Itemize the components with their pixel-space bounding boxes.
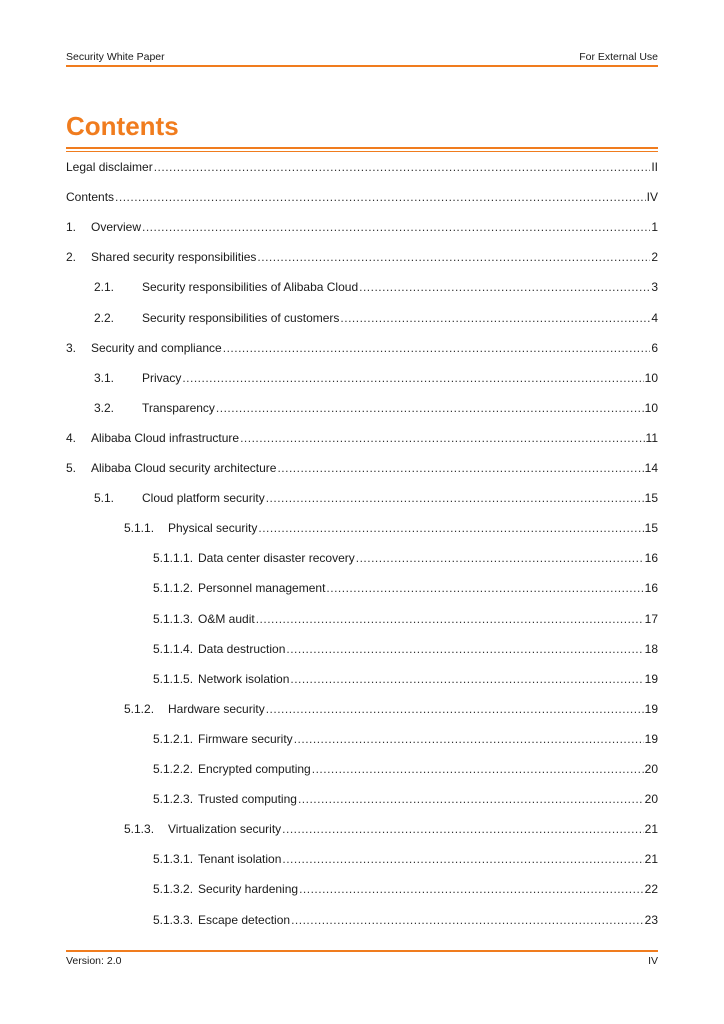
toc-entry[interactable] (66, 821, 658, 837)
toc-entry[interactable] (66, 550, 658, 566)
header-rule (66, 65, 658, 67)
toc-entry[interactable] (66, 611, 658, 627)
toc-entry[interactable] (66, 881, 658, 897)
toc-leader-dots (256, 611, 644, 627)
toc-entry[interactable] (66, 912, 658, 928)
header-doc-title: Security White Paper (66, 51, 165, 63)
title-rule-thick (66, 147, 658, 149)
toc-entry[interactable] (66, 159, 658, 175)
toc-entry-number: 2.1. (94, 280, 115, 295)
title-rule-thin (66, 151, 658, 152)
toc-entry-number: 5.1.3.2. (153, 882, 194, 897)
toc-entry-page: 15 (644, 521, 658, 536)
toc-entry[interactable] (66, 460, 658, 476)
toc-entry[interactable] (66, 189, 658, 205)
toc-entry-number: 5.1.2.2. (153, 762, 194, 776)
toc-entry[interactable] (66, 641, 658, 657)
toc-entry-page: 17 (644, 611, 658, 626)
toc-entry-number: 5.1.2.3. (153, 792, 194, 807)
toc-entry-number: 5.1.1.1. (153, 551, 194, 566)
toc-entry[interactable] (66, 701, 658, 717)
toc-leader-dots (290, 671, 643, 687)
toc-entry-number: 5.1.1.2. (153, 581, 194, 596)
toc-entry-label: Network isolation (198, 671, 290, 686)
toc-entry-label: Transparency (142, 400, 215, 415)
toc-entry-page: 16 (644, 551, 658, 566)
toc-entry-page: 1 (651, 220, 658, 235)
toc-entry-label: Tenant isolation (198, 852, 282, 867)
footer-version: Version: 2.0 (66, 955, 122, 967)
toc-entry-page: 4 (651, 310, 658, 325)
toc-leader-dots (282, 851, 643, 867)
toc-entry-page: 3 (651, 280, 658, 295)
toc-entry-label: Data center disaster recovery (198, 551, 355, 566)
toc-entry-page: 19 (644, 731, 658, 746)
toc-entry-label: Security hardening (198, 882, 299, 897)
toc-leader-dots (223, 340, 651, 356)
toc-entry-label: Legal disclaimer (66, 160, 153, 174)
toc-entry[interactable] (66, 370, 658, 386)
toc-entry-page: 2 (651, 250, 658, 265)
toc-leader-dots (115, 189, 646, 205)
toc-entry[interactable] (66, 279, 658, 295)
toc-entry-number: 5.1.1.4. (153, 641, 194, 656)
toc-leader-dots (291, 912, 644, 928)
toc-entry[interactable] (66, 430, 658, 446)
toc-entry[interactable] (66, 580, 658, 596)
toc-entry-page: IV (646, 190, 658, 205)
toc-entry-label: Privacy (142, 370, 182, 385)
toc-entry[interactable] (66, 400, 658, 416)
toc-entry-label: Contents (66, 190, 115, 205)
toc-entry-page: 11 (645, 430, 658, 445)
toc-entry-label: Hardware security (168, 701, 265, 716)
toc-entry-label: Overview (91, 220, 142, 235)
toc-leader-dots (258, 520, 643, 536)
toc-entry[interactable] (66, 219, 658, 235)
toc-leader-dots (277, 460, 643, 476)
toc-leader-dots (257, 249, 650, 265)
toc-entry-page: 18 (644, 641, 658, 656)
toc-entry-page: 10 (644, 400, 658, 415)
toc-entry-page: 15 (644, 491, 658, 506)
toc-entry-number: 3.1. (94, 370, 115, 385)
toc-entry-number: 5.1.3.1. (153, 852, 194, 867)
toc-entry-label: Virtualization security (168, 822, 282, 837)
toc-leader-dots (356, 550, 644, 566)
toc-leader-dots (240, 430, 644, 446)
toc-entry-number: 5.1.3. (124, 822, 155, 837)
toc-entry-label: Personnel management (198, 581, 326, 596)
toc-entry[interactable] (66, 249, 658, 265)
toc-entry[interactable] (66, 671, 658, 687)
toc-entry-label: O&M audit (198, 611, 255, 626)
footer-page-number: IV (648, 955, 658, 967)
toc-entry-label: Cloud platform security (142, 491, 265, 506)
toc-entry-page: 21 (644, 822, 658, 837)
toc-leader-dots (216, 400, 644, 416)
toc-leader-dots (154, 159, 651, 175)
toc-leader-dots (286, 641, 643, 657)
toc-entry-label: Security responsibilities of Alibaba Cloud (142, 280, 359, 295)
toc-leader-dots (142, 219, 650, 235)
toc-entry-label: Shared security responsibilities (91, 250, 257, 265)
toc-entry-label: Alibaba Cloud infrastructure (91, 430, 240, 445)
toc-entry-page: 6 (651, 340, 658, 355)
toc-entry-label: Data destruction (198, 641, 286, 656)
toc-entry-label: Security and compliance (91, 340, 222, 355)
toc-entry[interactable] (66, 340, 658, 356)
toc-leader-dots (312, 761, 644, 777)
toc-entry-label: Encrypted computing (198, 762, 311, 776)
toc-entry-number: 5.1. (94, 491, 115, 506)
toc-entry[interactable] (66, 791, 658, 807)
toc-entry-number: 5.1.1.5. (153, 671, 194, 686)
toc-leader-dots (326, 580, 643, 596)
page-title: Contents (66, 111, 179, 141)
toc-entry[interactable] (66, 851, 658, 867)
toc-entry-number: 2. (66, 250, 77, 265)
header-classification: For External Use (579, 51, 658, 63)
toc-entry-label: Alibaba Cloud security architecture (91, 461, 277, 475)
toc-leader-dots (299, 881, 644, 897)
toc-entry-label: Physical security (168, 521, 258, 536)
toc-entry-page: 22 (644, 882, 658, 897)
toc-entry-number: 5.1.2.1. (153, 731, 194, 746)
toc-entry-label: Firmware security (198, 731, 293, 746)
toc-leader-dots (294, 731, 644, 747)
toc-leader-dots (282, 821, 643, 837)
footer-rule (66, 950, 658, 952)
toc-leader-dots (340, 310, 650, 326)
toc-entry-label: Security responsibilities of customers (142, 310, 340, 325)
toc-entry-page: 19 (644, 701, 658, 716)
toc-entry-page: 20 (644, 762, 658, 776)
toc-entry-page: 10 (644, 370, 658, 385)
toc-entry[interactable] (66, 520, 658, 536)
toc-entry-label: Trusted computing (198, 792, 297, 807)
toc-leader-dots (182, 370, 643, 386)
toc-entry-number: 5.1.2. (124, 701, 155, 716)
toc-entry-page: 21 (644, 852, 658, 867)
toc-entry-number: 4. (66, 430, 77, 445)
toc-entry-page: II (651, 160, 658, 174)
toc-leader-dots (298, 791, 644, 807)
toc-leader-dots (266, 701, 644, 717)
toc-leader-dots (359, 279, 650, 295)
toc-entry-page: 19 (644, 671, 658, 686)
page-header (66, 51, 658, 65)
toc-entry[interactable] (66, 731, 658, 747)
toc-leader-dots (266, 490, 644, 506)
toc-entry-number: 5.1.1. (124, 521, 155, 536)
toc-entry[interactable] (66, 310, 658, 326)
toc-entry-page: 23 (644, 912, 658, 927)
toc-entry-page: 16 (644, 581, 658, 596)
toc-entry-number: 1. (66, 220, 77, 235)
toc-entry-page: 14 (644, 461, 658, 475)
toc-entry-label: Escape detection (198, 912, 291, 927)
toc-entry-number: 5. (66, 461, 77, 475)
toc-entry-page: 20 (644, 792, 658, 807)
toc-entry-number: 5.1.3.3. (153, 912, 194, 927)
toc-entry-number: 3.2. (94, 400, 115, 415)
toc-entry[interactable] (66, 490, 658, 506)
toc-entry[interactable] (66, 761, 658, 777)
toc-entry-number: 2.2. (94, 310, 115, 325)
toc-entry-number: 5.1.1.3. (153, 611, 194, 626)
toc-entry-number: 3. (66, 340, 77, 355)
